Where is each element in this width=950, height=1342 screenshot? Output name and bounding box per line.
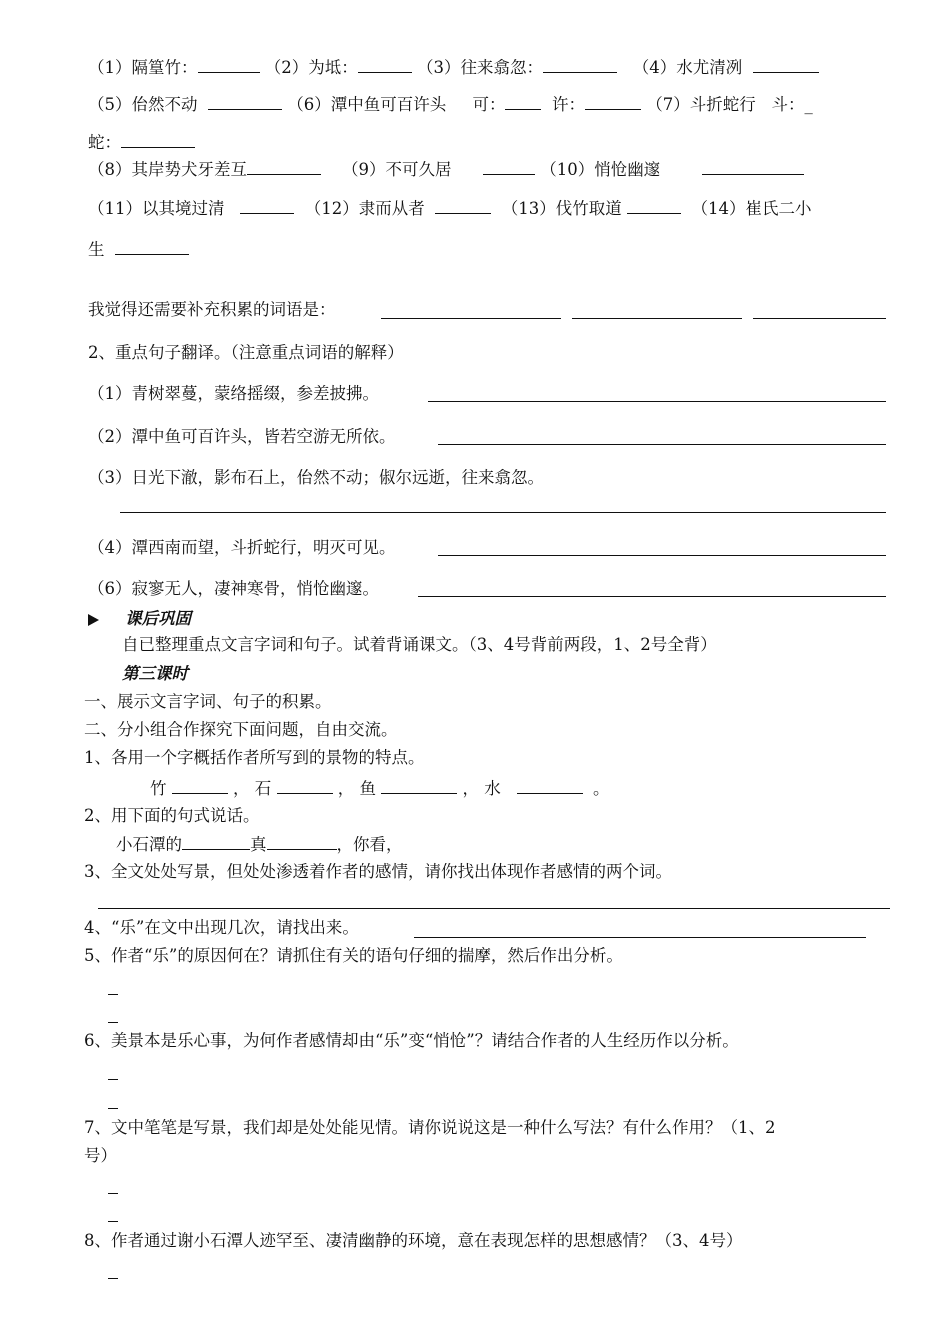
q1-label: 竹	[150, 779, 167, 798]
vocab-item: 许：	[551, 95, 585, 114]
review-text: 自已整理重点文言字词和句子。试着背诵课文。（3、4号背前两段，1、2号全背）	[122, 635, 717, 654]
vocab-item: （6）潭中鱼可百许头	[287, 95, 447, 114]
q1-label: ， 水	[462, 779, 501, 798]
translation-blank[interactable]	[438, 555, 886, 556]
answer-blank[interactable]	[381, 777, 457, 794]
answer-blank[interactable]	[435, 197, 491, 214]
answer-dash[interactable]	[108, 1079, 118, 1080]
vocab-item: （8）其岸势犬牙差互	[88, 160, 247, 179]
answer-blank[interactable]	[115, 238, 189, 255]
question-5: 5、作者“乐”的原因何在？请抓住有关的语句仔细的揣摩，然后作出分析。	[84, 946, 623, 965]
answer-blank[interactable]	[753, 56, 819, 73]
vocab-item: （3）往来翕忽：	[417, 58, 543, 77]
q4-text: 4、“乐”在文中出现几次，请找出来。	[84, 918, 359, 937]
translation-item: （2）潭中鱼可百许头，皆若空游无所依。	[88, 427, 396, 446]
q2-pattern	[116, 833, 403, 856]
answer-blank[interactable]	[483, 158, 535, 175]
question-2: 2、用下面的句式说话。	[84, 806, 260, 825]
vocab-row-3	[88, 131, 195, 154]
answer-blank[interactable]	[543, 56, 617, 73]
answer-blank[interactable]	[277, 777, 333, 794]
vocab-row-4	[88, 158, 804, 181]
q2-text: ，你看，	[336, 835, 403, 854]
answer-blank[interactable]	[702, 158, 804, 175]
translation-item: （3）日光下澈，影布石上，佁然不动；俶尔远逝，往来翕忽。	[88, 468, 544, 487]
vocab-row-5	[88, 197, 812, 220]
supplement-blank-3[interactable]	[753, 318, 886, 319]
translation-blank[interactable]	[428, 401, 886, 402]
answer-blank[interactable]	[267, 833, 337, 850]
answer-blank[interactable]	[585, 93, 641, 110]
q1-label: ， 鱼	[337, 779, 376, 798]
answer-dash[interactable]	[108, 1193, 118, 1194]
vocab-item: 生	[88, 240, 105, 259]
vocab-item: （12）隶而从者	[304, 199, 425, 218]
vocab-item: 蛇：	[88, 133, 121, 152]
vocab-item: （5）佁然不动	[88, 95, 198, 114]
vocab-item: 斗：_	[771, 95, 813, 114]
supplement-line	[88, 299, 336, 321]
q1-label: 。	[593, 779, 610, 798]
answer-dash[interactable]	[108, 1108, 118, 1109]
lesson3-heading: 第三课时	[122, 664, 188, 683]
answer-dash[interactable]	[108, 1022, 118, 1023]
vocab-row-6	[88, 238, 189, 261]
vocab-item: （14）崔氏二小	[691, 199, 812, 218]
supplement-blank-1[interactable]	[381, 318, 561, 319]
question-3: 3、全文处处写景，但处处渗透着作者的感情，请你找出体现作者感情的两个词。	[84, 862, 672, 881]
supplement-label: 我觉得还需要补充积累的词语是：	[88, 300, 336, 319]
answer-blank[interactable]	[121, 131, 195, 148]
arrow-bullet-icon	[88, 614, 99, 626]
answer-dash[interactable]	[108, 1221, 118, 1222]
vocab-row-2	[88, 93, 813, 116]
vocab-row-1	[88, 56, 819, 79]
translation-title: 2、重点句子翻译。（注意重点词语的解释）	[88, 343, 404, 362]
vocab-item: （2）为坻：	[264, 58, 358, 77]
vocab-item: （4）水尤清冽	[632, 58, 743, 77]
review-heading-line	[88, 608, 191, 630]
question-6: 6、美景本是乐心事，为何作者感情却由“乐”变“悄怆”？请结合作者的人生经历作以分析。	[84, 1031, 739, 1050]
answer-blank[interactable]	[627, 197, 681, 214]
translation-blank[interactable]	[418, 596, 886, 597]
translation-blank[interactable]	[438, 444, 886, 445]
translation-item: （4）潭西南而望，斗折蛇行，明灭可见。	[88, 538, 396, 557]
question-7-cont: 号）	[84, 1146, 117, 1165]
question-4	[84, 917, 359, 939]
q1-answer-row	[150, 777, 610, 800]
question-7: 7、文中笔笔是写景，我们却是处处能见情。请你说说这是一种什么写法？有什么作用？（1、2	[84, 1118, 776, 1137]
answer-blank[interactable]	[505, 93, 541, 110]
q3-answer-blank[interactable]	[98, 908, 890, 909]
answer-blank[interactable]	[182, 833, 250, 850]
vocab-item: （13）伐竹取道	[501, 199, 622, 218]
lesson3-p1: 一、展示文言字词、句子的积累。	[84, 692, 332, 711]
review-heading: 课后巩固	[125, 609, 191, 628]
vocab-item: （9）不可久居	[341, 160, 452, 179]
q2-text: 小石潭的	[116, 835, 182, 854]
answer-blank[interactable]	[198, 56, 260, 73]
vocab-item: （11）以其境过清	[88, 199, 225, 218]
vocab-item: （1）隔篁竹：	[88, 58, 198, 77]
answer-dash[interactable]	[108, 1278, 118, 1279]
answer-blank[interactable]	[517, 777, 583, 794]
question-1: 1、各用一个字概括作者所写到的景物的特点。	[84, 748, 425, 767]
lesson3-p2: 二、分小组合作探究下面问题，自由交流。	[84, 720, 398, 739]
supplement-blank-2[interactable]	[572, 318, 742, 319]
q4-answer-blank[interactable]	[414, 937, 866, 938]
answer-blank[interactable]	[208, 93, 282, 110]
question-8: 8、作者通过谢小石潭人迹罕至、凄清幽静的环境，意在表现怎样的思想感情？（3、4号）	[84, 1231, 743, 1250]
translation-blank[interactable]	[120, 512, 886, 513]
answer-dash[interactable]	[108, 994, 118, 995]
vocab-item: （10）悄怆幽邃	[540, 160, 661, 179]
vocab-item: （7）斗折蛇行	[646, 95, 756, 114]
q2-text: 真	[250, 835, 267, 854]
vocab-item: 可：	[472, 95, 506, 114]
translation-item: （1）青树翠蔓，蒙络摇缀，参差披拂。	[88, 384, 379, 403]
translation-item: （6）寂寥无人，凄神寒骨，悄怆幽邃。	[88, 579, 379, 598]
answer-blank[interactable]	[358, 56, 412, 73]
answer-blank[interactable]	[240, 197, 294, 214]
answer-blank[interactable]	[172, 777, 228, 794]
q1-label: ， 石	[233, 779, 272, 798]
answer-blank[interactable]	[247, 158, 321, 175]
